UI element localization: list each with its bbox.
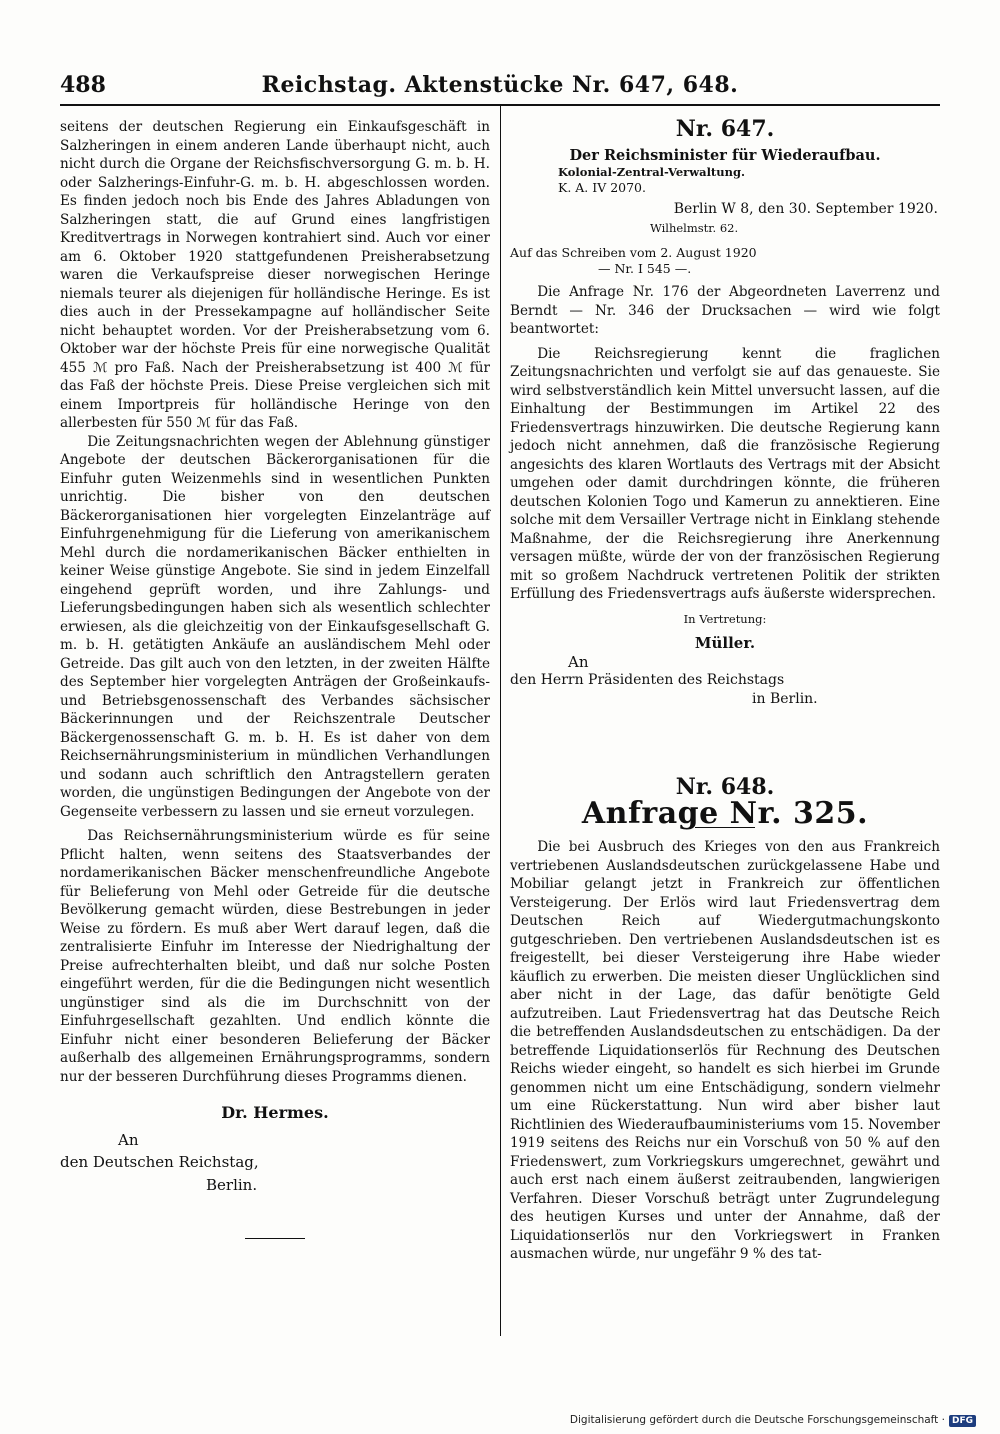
paragraph-anfrage-176: Die Anfrage Nr. 176 der Abgeordneten Laverrenz und Berndt — Nr. 346 der Drucksachen — wird wie folgt beantwortet: — [510, 284, 940, 337]
right-column — [510, 118, 940, 1264]
page-number: 488 — [60, 72, 106, 98]
footer-text: Digitalisierung gefördert durch die Deutsche Forschungsgemeinschaft · — [569, 1414, 945, 1426]
paragraph-einfuhr: Das Reichsernährungsministerium würde es für seine Pflicht halten, wenn seitens des Staatsverbandes der nordamerikanischen Bäcker menschenfreundliche Angebote für Belieferung von Mehl oder Getreide für die deutsche Bevölkerung gemacht würden, diese Bestrebungen in jeder Weise zu fördern. Es muß aber Wert darauf legen, daß die zentralisierte Einfuhr im Interesse der Niedrighaltung der Preise aufrechterhalten bleibt, und daß nur solche Posten eingeführt werden, für die die Bedingungen nicht wesentlich ungünstiger sind als die im Durchschnitt von der Einfuhrgesellschaft gezahlten. Und endlich könnte die Einfuhr nicht einer besonderen Belieferung der Bäcker außerhalb des allgemeinen Ernährungsprogramms, sondern nur der besseren Durchführung dieses Programms dienen. — [60, 828, 490, 1085]
digitization-footer — [570, 1414, 976, 1427]
paragraph-heringe: seitens der deutschen Regierung ein Einkaufsgeschäft in Salzheringen in einem anderen Lande überhaupt nicht, auch nicht durch die Organe der Reichsfischversorgung G. m. b. H. oder Salzherings-Einfuhr-G. m. b. H. abgeschlossen worden. Es finden jedoch noch bis Ende des Jahres Abladungen von Salzheringen statt, die auf Grund eines langfristigen Kreditvertrags in Norwegen kontrahiert sind. Auch vor einer am 6. Oktober 1920 stattgefundenen Preisherabsetzung waren die Verkaufspreise dieser norwegischen Heringe niemals teurer als diejenigen für holländische Heringe. Es ist dies auch in der Pressekampagne auf holländischer Seite nicht behauptet worden. Vor der Preisherabsetzung vom 6. Oktober war der höchste Preis für eine norwegische Qualität 455 ℳ pro Faß. Nach der Preisherabsetzung ist 400 ℳ für das Faß der höchste Preis. Diese Preise vergleichen sich mit einem Importpreis für holländische Heringe von den allerbesten für 550 ℳ für das Faß. — [60, 119, 490, 431]
left-column — [60, 118, 490, 1239]
end-rule — [245, 1238, 305, 1239]
paragraph-weizenmehl: Die Zeitungsnachrichten wegen der Ablehnung günstiger Angebote der deutschen Bäckerorganisationen für die Einfuhr guten Weizenmehls sind in wesentlichen Punkten unrichtig. Die bisher von den deutschen Bäckerorganisationen hier vorgelegten Einzelanträge auf Einfuhrgenehmigung für die Lieferung von amerikanischem Mehl durch die nordamerikanischen Bäcker enthielten in keiner Weise günstige Angebote. Sie sind in jedem Einzelfall eingehend geprüft worden, und ihre Zahlungs- und Lieferungsbedingungen haben sich als wesentlich schlechter erwiesen, als die gleichzeitig von der Einkaufsgesellschaft G. m. b. H. getätigten Ankäufe an ausländischem Mehl oder Getreide. Das gilt auch von den letzten, in der zweiten Hälfte des September hier vorgelegten Anträgen der Großeinkaufs- und Betriebsgenossenschaft des Verbandes sächsischer Bäckerinnungen und der Reichszentrale Deutscher Bäckergenossenschaft G. m. b. H. Es ist daher von dem Reichsernährungsministerium in mündlichen Verhandlungen und sodann auch schriftlich den Antragstellern geraten worden, die ungünstigen Bedingungen der Angebote von der Gegenseite verbessern zu lassen und sie erneut vorzulegen. — [60, 433, 490, 820]
doc-648-title: Nr. 648. — [675, 774, 775, 800]
paragraph-reichsregierung: Die Reichsregierung kennt die fraglichen Zeitungsnachrichten und verfolgt sie auf das genaueste. Sie wird selbstverständlich kein Mittel unversucht lassen, auf die Einhaltung der Bestimmungen im Artikel 22 des Friedensvertrags hinzuwirken. Die deutsche Regierung kann jedoch nicht annehmen, daß die französische Regierung angesichts des klaren Wortlauts des Vertrags mit der Absicht umgehen oder damit durchdringen könnte, die früheren deutschen Kolonien Togo und Kamerun zu annektieren. Eine solche mit dem Versailler Vertrage nicht in Einklang stehende Maßnahme, der die Reichsregierung ihre Anerkennung versagen müßte, würde der von der französischen Regierung mit so großem Nachdruck vertretenen Politik der strikten Erfüllung des Friedensvertrags aufs äußerste widersprechen. — [510, 345, 940, 602]
paragraph-auslandsdeutsche: Die bei Ausbruch des Krieges von den aus Frankreich vertriebenen Auslandsdeutschen zurückgelassene Habe und Mobiliar gelangt jetzt in Frankreich zur öffentlichen Versteigerung. Der Erlös wird laut Friedensvertrag dem Deutschen Reich auf Wiedergutmachungskonto gutgeschrieben. Den vertriebenen Auslandsdeutschen ist es freigestellt, bei dieser Versteigerung ihre Habe wieder käuflich zu erwerben. Die meisten dieser Unglücklichen sind aber nicht in der Lage, das dafür benötigte Geld aufzutreiben. Laut Friedensvertrag hat das Deutsche Reich die betreffenden Auslandsdeutschen zu entschädigen. Da der betreffende Liquidationserlös für Rechnung des Deutschen Reichs wieder eingeht, so handelt es sich hierbei im Grunde genommen nicht um eine Entschädigung, sondern vielmehr um eine Rückerstattung. Nun wird aber bisher laut Richtlinien des Wiederaufbauministeriums vom 15. November 1919 seitens des Reichs nur ein Vorschuß von 50 % auf den Friedenswert, zum Vorkriegskurs umgerechnet, gewährt und auch erst nach einem äußerst zeitraubenden, langwierigen Verfahren. Dieser Vorschuß beträgt unter Zugrundelegung des heutigen Kurses und unter der Annahme, daß der Liquidationserlös nur den Vorkriegswert in Franken ausmachen würde, nur ungefähr 9 % des tat- — [510, 839, 940, 1262]
address-city: Berlin. — [206, 1175, 258, 1194]
page-header — [60, 70, 940, 106]
column-divider — [500, 106, 501, 1336]
minister-line: Der Reichsminister für Wiederaufbau. — [569, 146, 881, 164]
signature-hermes: Dr. Hermes. — [221, 1103, 329, 1122]
address-an-2: An — [568, 652, 589, 671]
address-an: An — [118, 1130, 139, 1149]
addressee-praesident: den Herrn Präsidenten des Reichstags — [510, 672, 785, 688]
in-vertretung: In Vertretung: — [683, 611, 767, 626]
doc-647-title: Nr. 647. — [675, 116, 775, 142]
dfg-logo: DFG — [949, 1415, 976, 1427]
addressee: den Deutschen Reichstag, — [60, 1153, 259, 1171]
signature-mueller: Müller. — [694, 634, 756, 652]
reply-reference-number: — Nr. I 545 —. — [598, 261, 692, 276]
running-head: Reichstag. Aktenstücke Nr. 647, 648. — [261, 72, 739, 98]
street-address: Wilhelmstr. 62. — [650, 220, 739, 235]
reference-number: K. A. IV 2070. — [558, 180, 646, 195]
anfrage-325-title: Anfrage Nr. 325. — [581, 795, 869, 831]
place-date: Berlin W 8, den 30. September 1920. — [673, 201, 938, 217]
reply-reference: Auf das Schreiben vom 2. August 1920 — [510, 245, 757, 260]
address-city-2: in Berlin. — [752, 690, 818, 707]
office-line: Kolonial-Zentral-Verwaltung. — [558, 165, 746, 179]
